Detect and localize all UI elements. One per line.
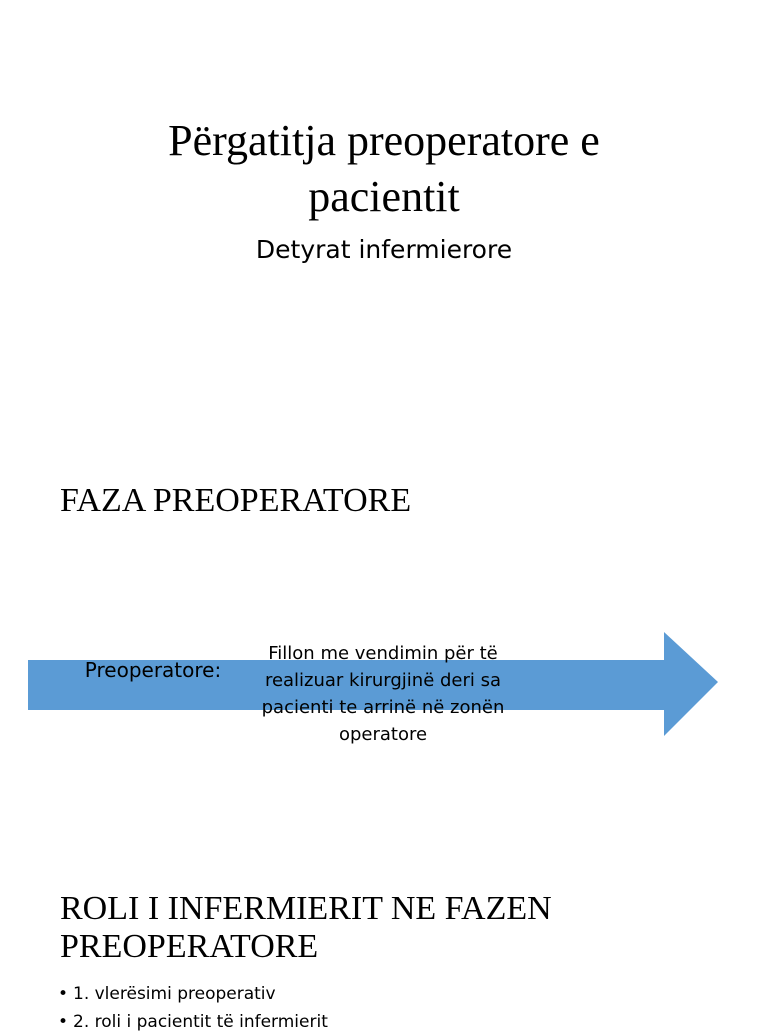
arrow-description: Fillon me vendimin për të realizuar kirurgjinë deri sa pacienti te arrinë në zonën operatore [261,643,505,745]
arrow-label: Preoperatore: [84,658,222,682]
title-slide [0,0,768,420]
role-heading-line-2: PREOPERATORE [60,928,319,965]
role-slide [0,860,768,1032]
presentation-subtitle: Detyrat infermierore [255,235,513,264]
list-item: • 2. roli i pacientit të infermierit [58,1008,328,1036]
presentation-title-line-2: pacientit [308,172,460,221]
role-heading-line-1: ROLI I INFERMIERIT NE FAZEN [60,890,552,927]
role-heading [60,890,700,966]
list-item: • 1. vlerësimi preoperativ [58,980,328,1008]
role-list [58,980,328,1036]
phase-arrow [28,632,718,745]
phase-slide [0,420,768,860]
presentation-title [0,113,768,225]
phase-heading: FAZA PREOPERATORE [60,482,412,519]
presentation-title-line-1: Përgatitja preoperatore e [168,116,600,165]
